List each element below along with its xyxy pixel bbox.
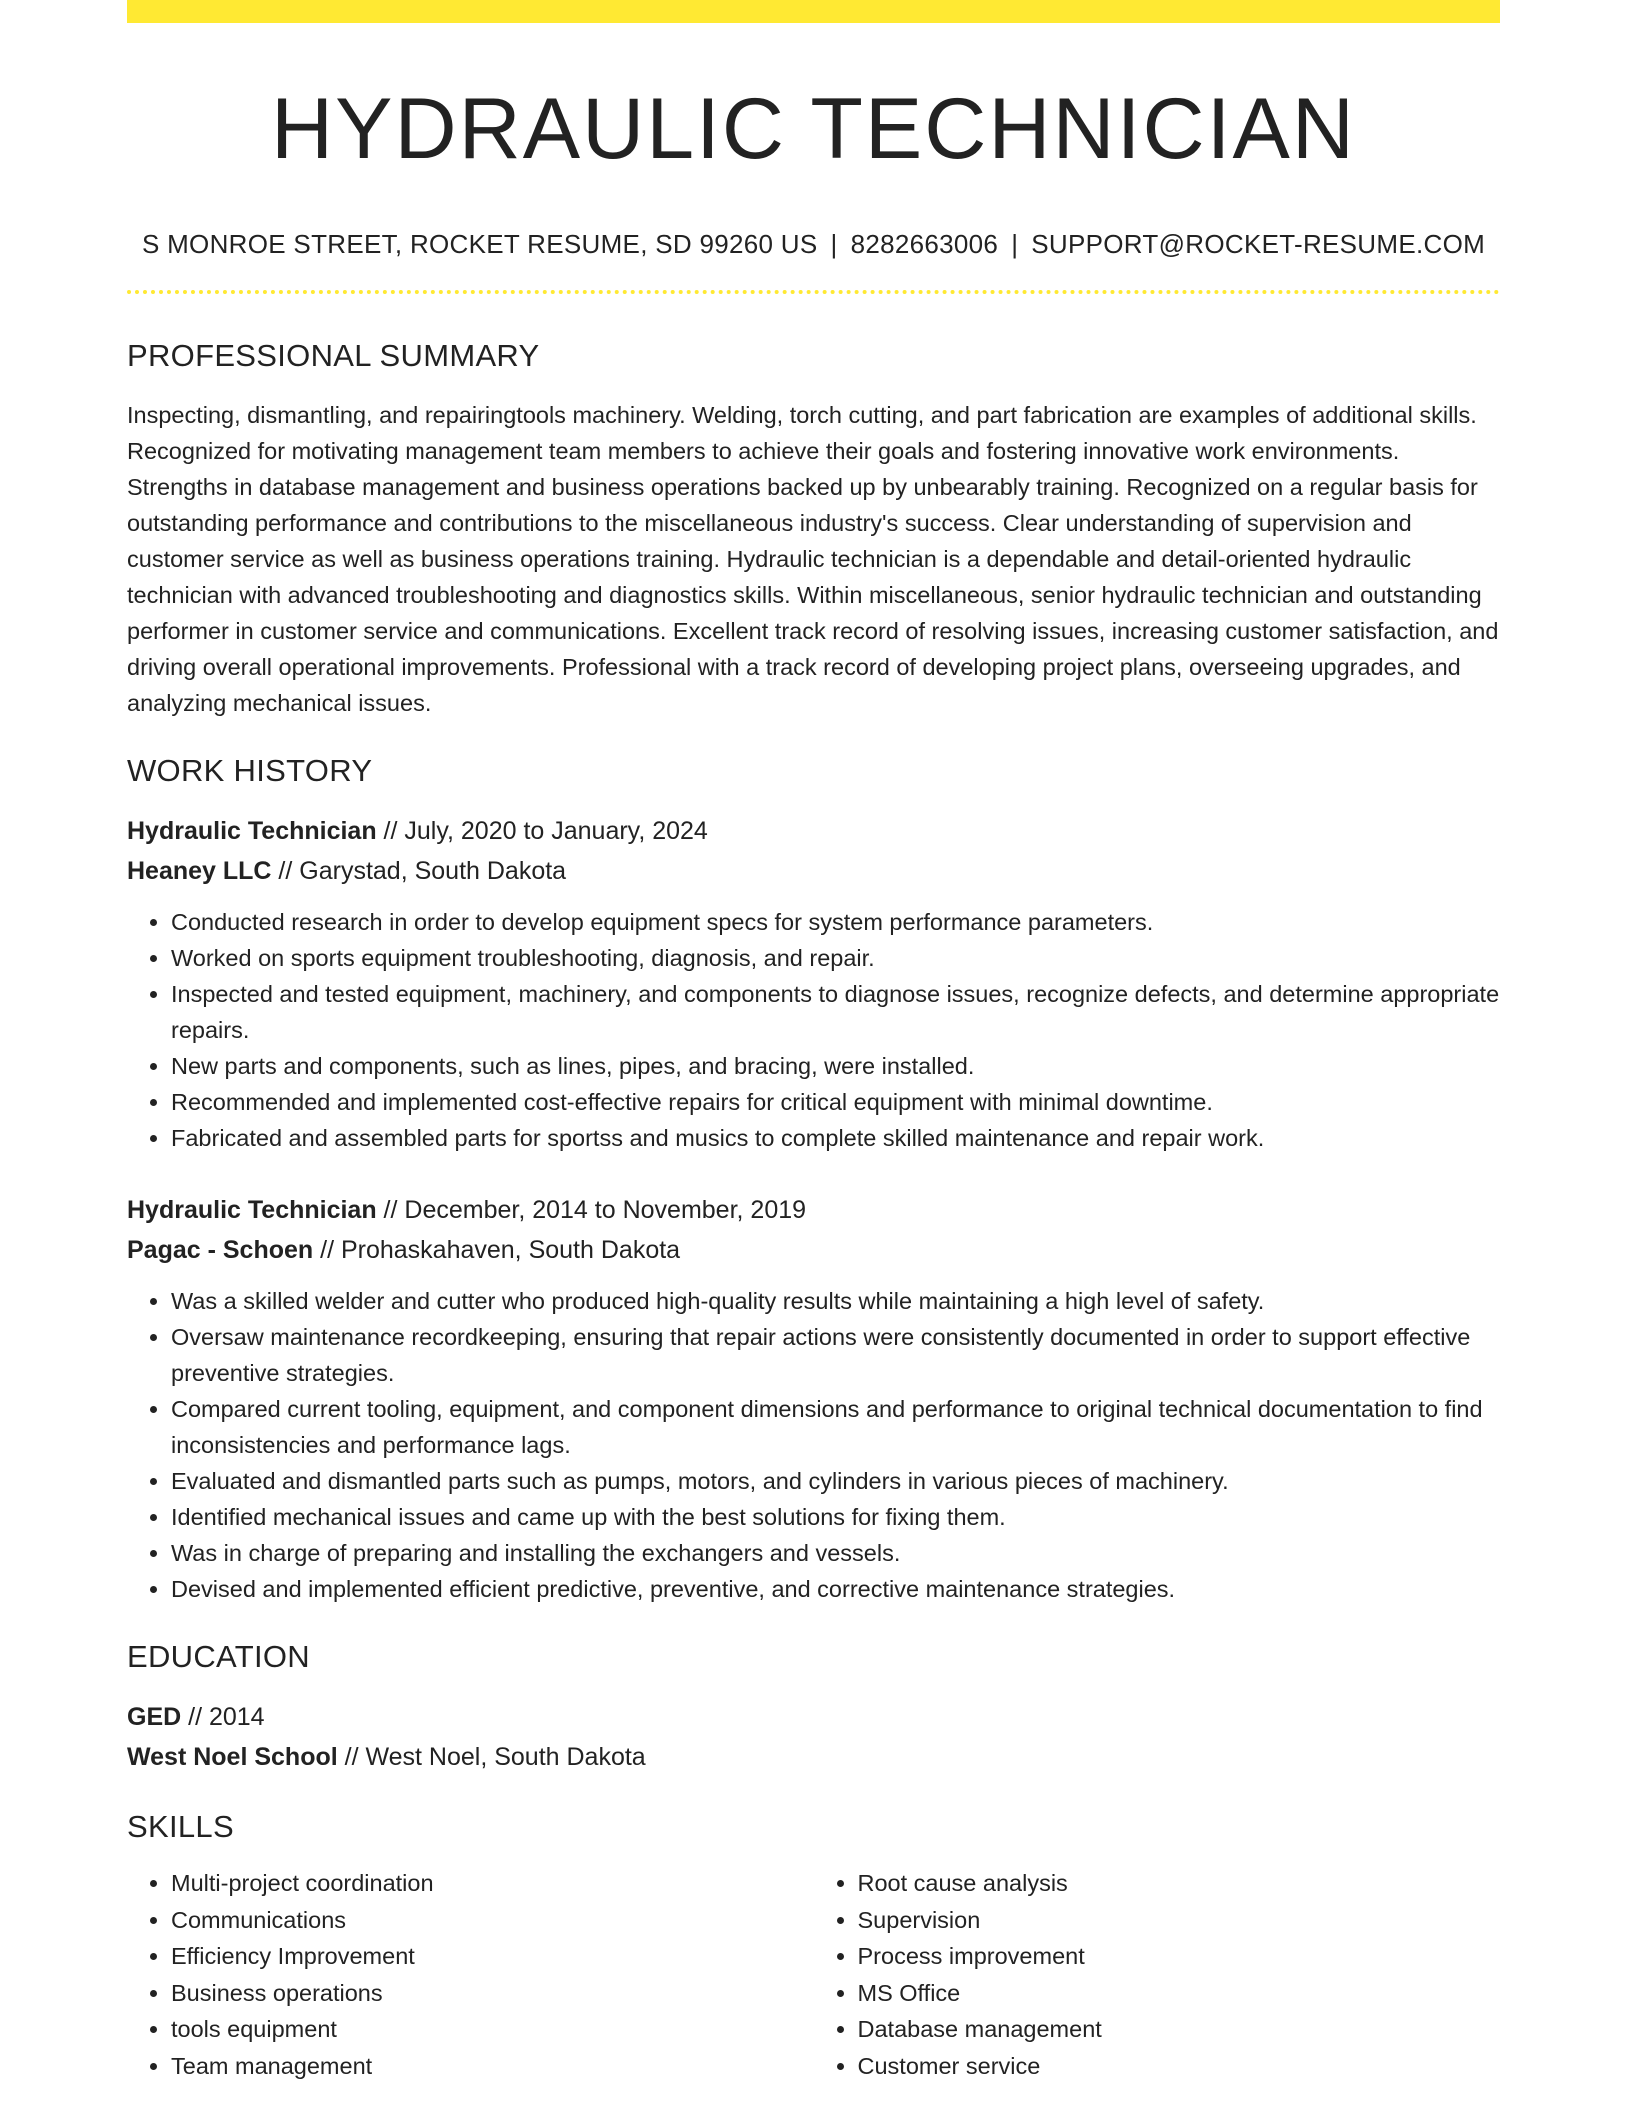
job-bullet: • Was in charge of preparing and installing the exchangers and vessels. <box>171 1535 1500 1571</box>
job-bullet: • Fabricated and assembled parts for sportss and musics to complete skilled maintenance and repair work. <box>171 1120 1500 1156</box>
job-company-line <box>127 851 1500 891</box>
job-bullets <box>127 1283 1500 1607</box>
contact-email: SUPPORT@ROCKET-RESUME.COM <box>1031 229 1486 260</box>
job-bullet: • Devised and implemented efficient predictive, preventive, and corrective maintenance strategies. <box>171 1571 1500 1607</box>
contact-separator: | <box>830 229 838 260</box>
education-location: // West Noel, South Dakota <box>337 1743 646 1772</box>
skill-item: • Business operations <box>171 1975 814 2012</box>
job-role: Hydraulic Technician <box>127 1196 377 1225</box>
skill-item: • Efficiency Improvement <box>171 1938 814 1975</box>
contact-phone: 8282663006 <box>850 229 999 260</box>
job-role-line <box>127 1190 1500 1230</box>
skill-item: • Customer service <box>858 2048 1501 2085</box>
skill-item: • Multi-project coordination <box>171 1865 814 1902</box>
education-degree-line <box>127 1697 1500 1737</box>
skill-item: • Root cause analysis <box>858 1865 1501 1902</box>
skill-item: • Supervision <box>858 1902 1501 1939</box>
skill-item: • Communications <box>171 1902 814 1939</box>
job-bullet: • Compared current tooling, equipment, and component dimensions and performance to original technical documentation to find inconsistencies and performance lags. <box>171 1391 1500 1463</box>
skills-left-list <box>127 1865 814 2084</box>
job-bullet: • Identified mechanical issues and came up with the best solutions for fixing them. <box>171 1499 1500 1535</box>
job-bullet: • Oversaw maintenance recordkeeping, ensuring that repair actions were consistently documented in order to support effective preventive strategies. <box>171 1319 1500 1391</box>
education-year: // 2014 <box>181 1703 265 1732</box>
resume-title: HYDRAULIC TECHNICIAN <box>271 81 1356 177</box>
job-role: Hydraulic Technician <box>127 817 377 846</box>
contact-line <box>127 229 1500 260</box>
job-bullet: • New parts and components, such as lines, pipes, and bracing, were installed. <box>171 1048 1500 1084</box>
skills-right-list <box>814 1865 1501 2084</box>
summary-text: Inspecting, dismantling, and repairingtools machinery. Welding, torch cutting, and part fabrication are examples of additional skills. Recognized for motivating management team members to achieve their goals and fostering innovative work environments. Strengths in database management and business operations backed up by unbearably training. Recognized on a regular basis for outstanding performance and contributions to the miscellaneous industry's success. Clear understanding of supervision and customer service as well as business operations training. Hydraulic technician is a dependable and detail-oriented hydraulic technician with advanced troubleshooting and diagnostics skills. Within miscellaneous, senior hydraulic technician and outstanding performer in customer service and communications. Excellent track record of resolving issues, increasing customer satisfaction, and driving overall operational improvements. Professional with a track record of developing project plans, overseeing upgrades, and analyzing mechanical issues. <box>127 402 1499 717</box>
job-company: Pagac - Schoen <box>127 1236 314 1265</box>
job-bullet: • Evaluated and dismantled parts such as pumps, motors, and cylinders in various pieces of machinery. <box>171 1463 1500 1499</box>
job-company: Heaney LLC <box>127 857 272 886</box>
education-heading: EDUCATION <box>127 1639 310 1675</box>
job-bullet: • Worked on sports equipment troubleshooting, diagnosis, and repair. <box>171 940 1500 976</box>
skill-item: • Team management <box>171 2048 814 2085</box>
education-entry <box>127 1697 1500 1777</box>
job-company-line <box>127 1230 1500 1270</box>
job-bullet: • Was a skilled welder and cutter who produced high-quality results while maintaining a high level of safety. <box>171 1283 1500 1319</box>
skill-item: • Process improvement <box>858 1938 1501 1975</box>
job-bullet: • Inspected and tested equipment, machinery, and components to diagnose issues, recognize defects, and determine appropriate repairs. <box>171 976 1500 1048</box>
education-degree: GED <box>127 1703 182 1732</box>
skills-columns <box>127 1865 1500 2084</box>
job-role-line <box>127 811 1500 851</box>
skill-item: • tools equipment <box>171 2011 814 2048</box>
dotted-divider <box>127 290 1500 294</box>
education-school-line <box>127 1737 1500 1777</box>
contact-address: S MONROE STREET, ROCKET RESUME, SD 99260 US <box>141 229 818 260</box>
education-school: West Noel School <box>127 1743 338 1772</box>
contact-separator: | <box>1011 229 1019 260</box>
job-dates: // July, 2020 to January, 2024 <box>376 817 708 846</box>
job-location: // Garystad, South Dakota <box>271 857 567 886</box>
skills-heading: SKILLS <box>127 1809 234 1845</box>
job-bullet: • Recommended and implemented cost-effective repairs for critical equipment with minimal downtime. <box>171 1084 1500 1120</box>
skill-item: • Database management <box>858 2011 1501 2048</box>
summary-heading: PROFESSIONAL SUMMARY <box>127 338 540 374</box>
job-bullets <box>127 904 1500 1156</box>
job-bullet: • Conducted research in order to develop equipment specs for system performance parameters. <box>171 904 1500 940</box>
resume-page <box>127 0 1500 2084</box>
top-accent-bar <box>127 0 1500 23</box>
job-entry <box>127 1190 1500 1607</box>
skill-item: • MS Office <box>858 1975 1501 2012</box>
job-dates: // December, 2014 to November, 2019 <box>376 1196 807 1225</box>
job-entry <box>127 811 1500 1156</box>
work-history-heading: WORK HISTORY <box>127 753 373 789</box>
job-location: // Prohaskahaven, South Dakota <box>313 1236 681 1265</box>
